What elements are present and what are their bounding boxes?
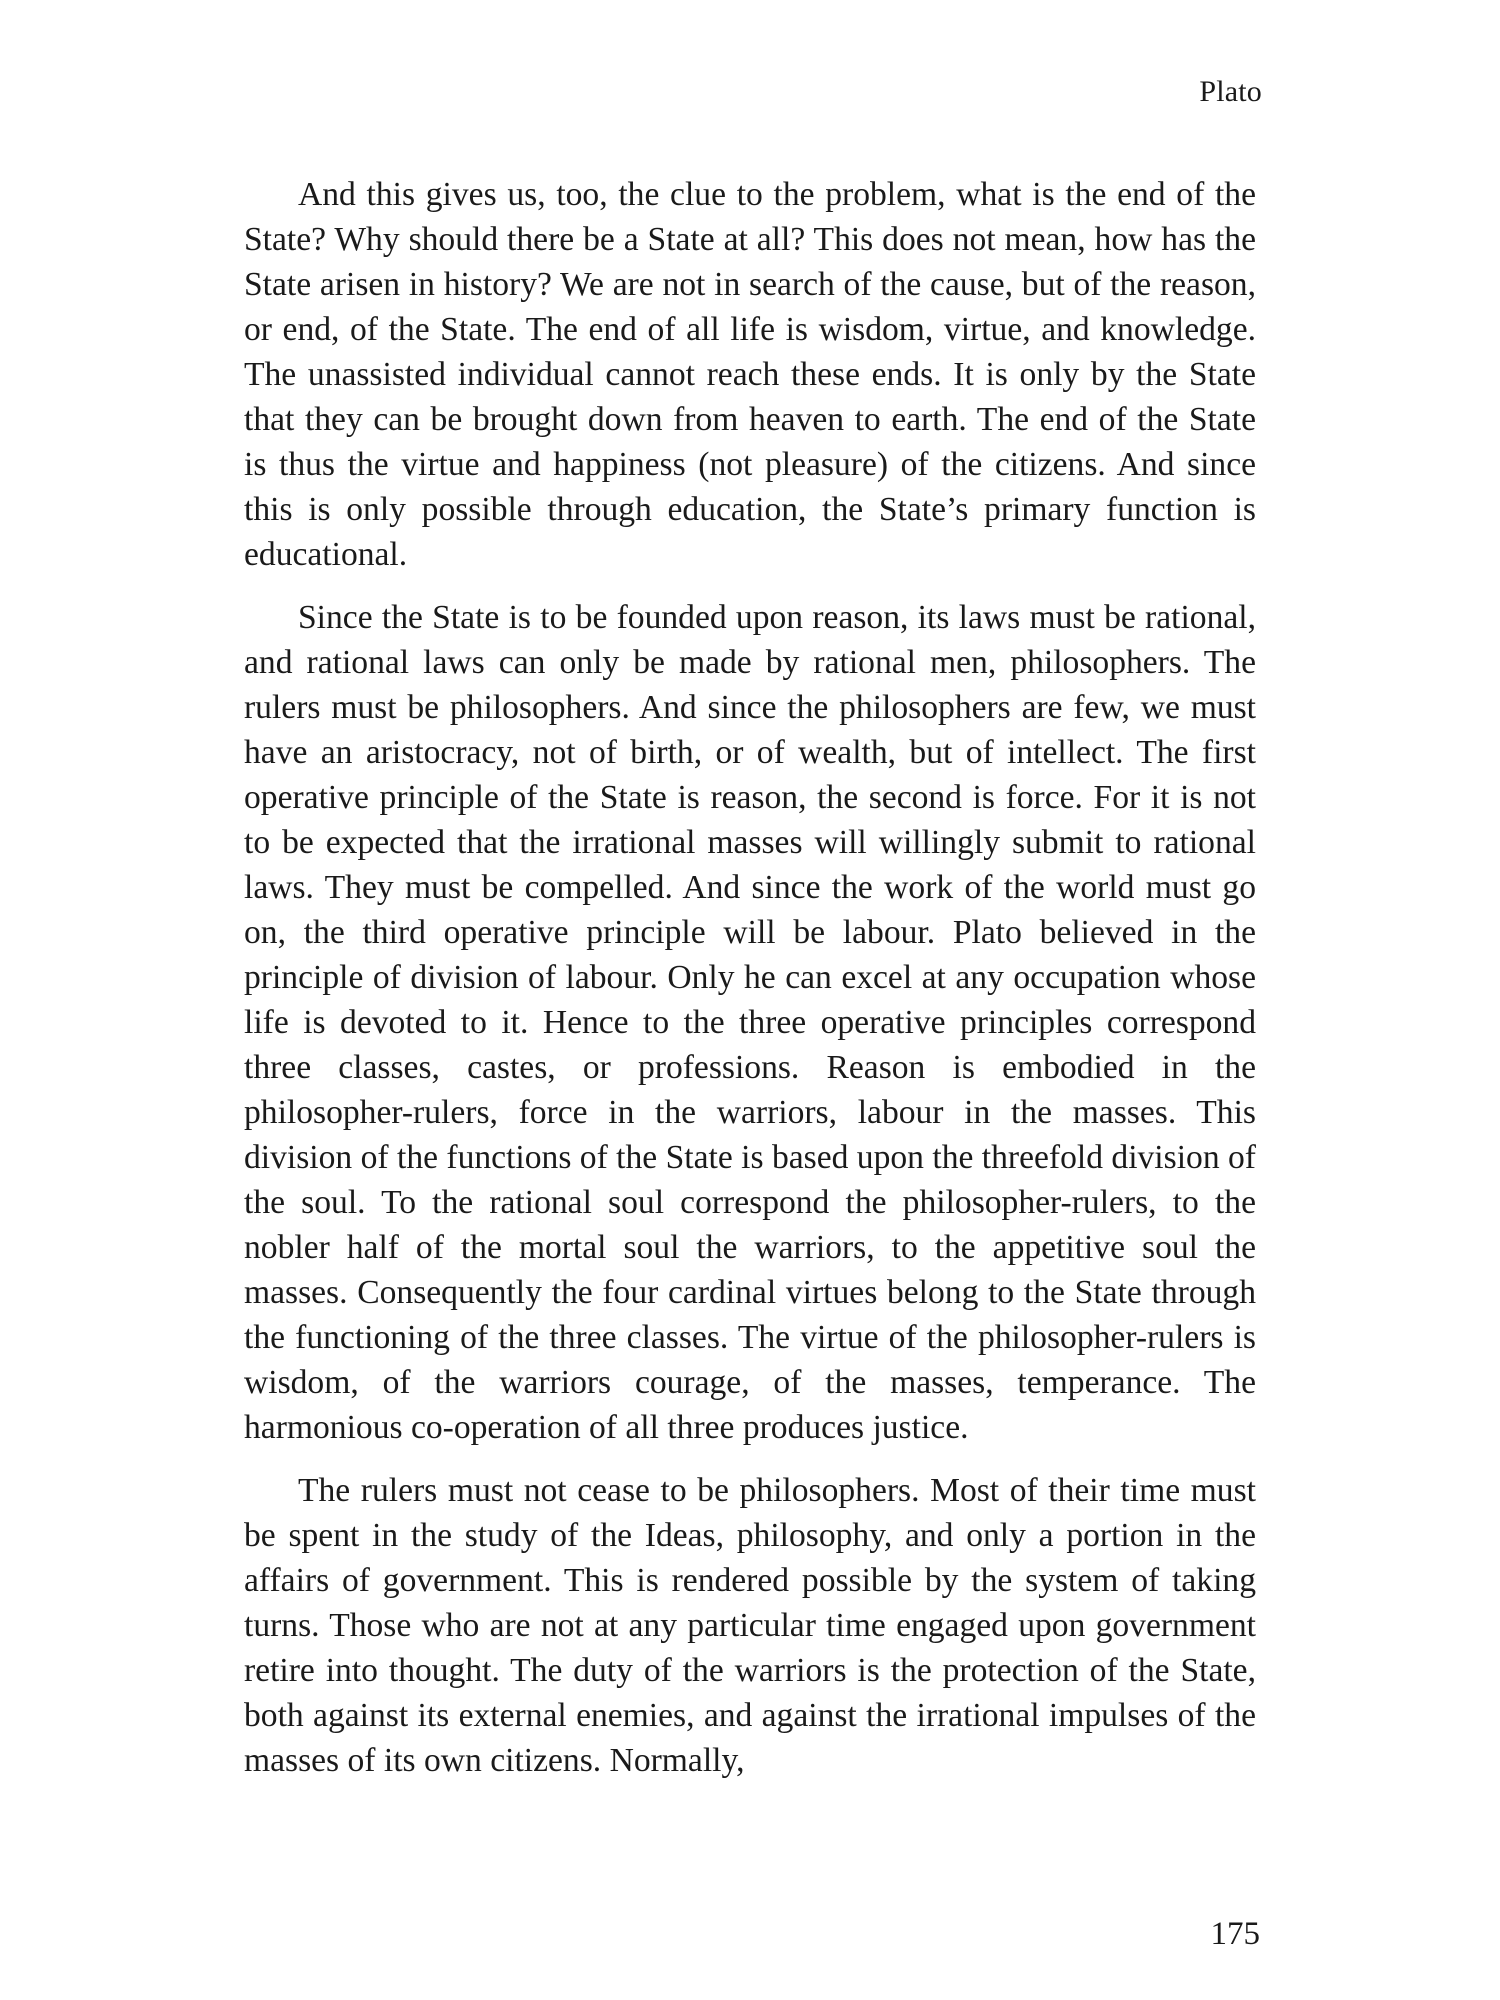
body-text bbox=[244, 172, 1256, 1801]
page-number: 175 bbox=[1210, 1916, 1260, 1952]
running-head: Plato bbox=[1199, 75, 1262, 108]
paragraph-3: The rulers must not cease to be philosophers. Most of their time must be spent in the study of the Ideas, philosophy, and only a portion in the affairs of government. This is rendered possible by the system of taking turns. Those who are not at any particular time engaged upon government retire into thought. The duty of the warriors is the protection of the State, both against its external enemies, and against the irrational impulses of the masses of its own citizens. Normally, bbox=[244, 1472, 1256, 1779]
paragraph-2: Since the State is to be founded upon reason, its laws must be rational, and rational laws can only be made by rational men, philosophers. The rulers must be philosophers. And since the philosophers are few, we must have an aristocracy, not of birth, or of wealth, but of intellect. The first operative principle of the State is reason, the second is force. For it is not to be expected that the irrational masses will willingly submit to rational laws. They must be compelled. And since the work of the world must go on, the third operative principle will be labour. Plato believed in the principle of division of labour. Only he can excel at any occupation whose life is devoted to it. Hence to the three operative principles correspond three classes, castes, or professions. Reason is embodied in the philosopher-rulers, force in the warriors, labour in the masses. This division of the functions of the State is based upon the threefold division of the soul. To the rational soul correspond the philosopher-rulers, to the nobler half of the mortal soul the warriors, to the appetitive soul the masses. Consequently the four cardinal virtues belong to the State through the functioning of the three classes. The virtue of the philosopher-rulers is wisdom, of the warriors courage, of the masses, temperance. The harmonious co-operation of all three produces justice. bbox=[244, 599, 1256, 1446]
paragraph-1: And this gives us, too, the clue to the problem, what is the end of the State? Why should there be a State at all? This does not mean, how has the State arisen in history? We are not in search of the cause, but of the reason, or end, of the State. The end of all life is wisdom, virtue, and knowledge. The unassisted individual cannot reach these ends. It is only by the State that they can be brought down from heaven to earth. The end of the State is thus the virtue and happiness (not pleasure) of the citizens. And since this is only possible through education, the State’s primary function is educational. bbox=[244, 176, 1256, 573]
